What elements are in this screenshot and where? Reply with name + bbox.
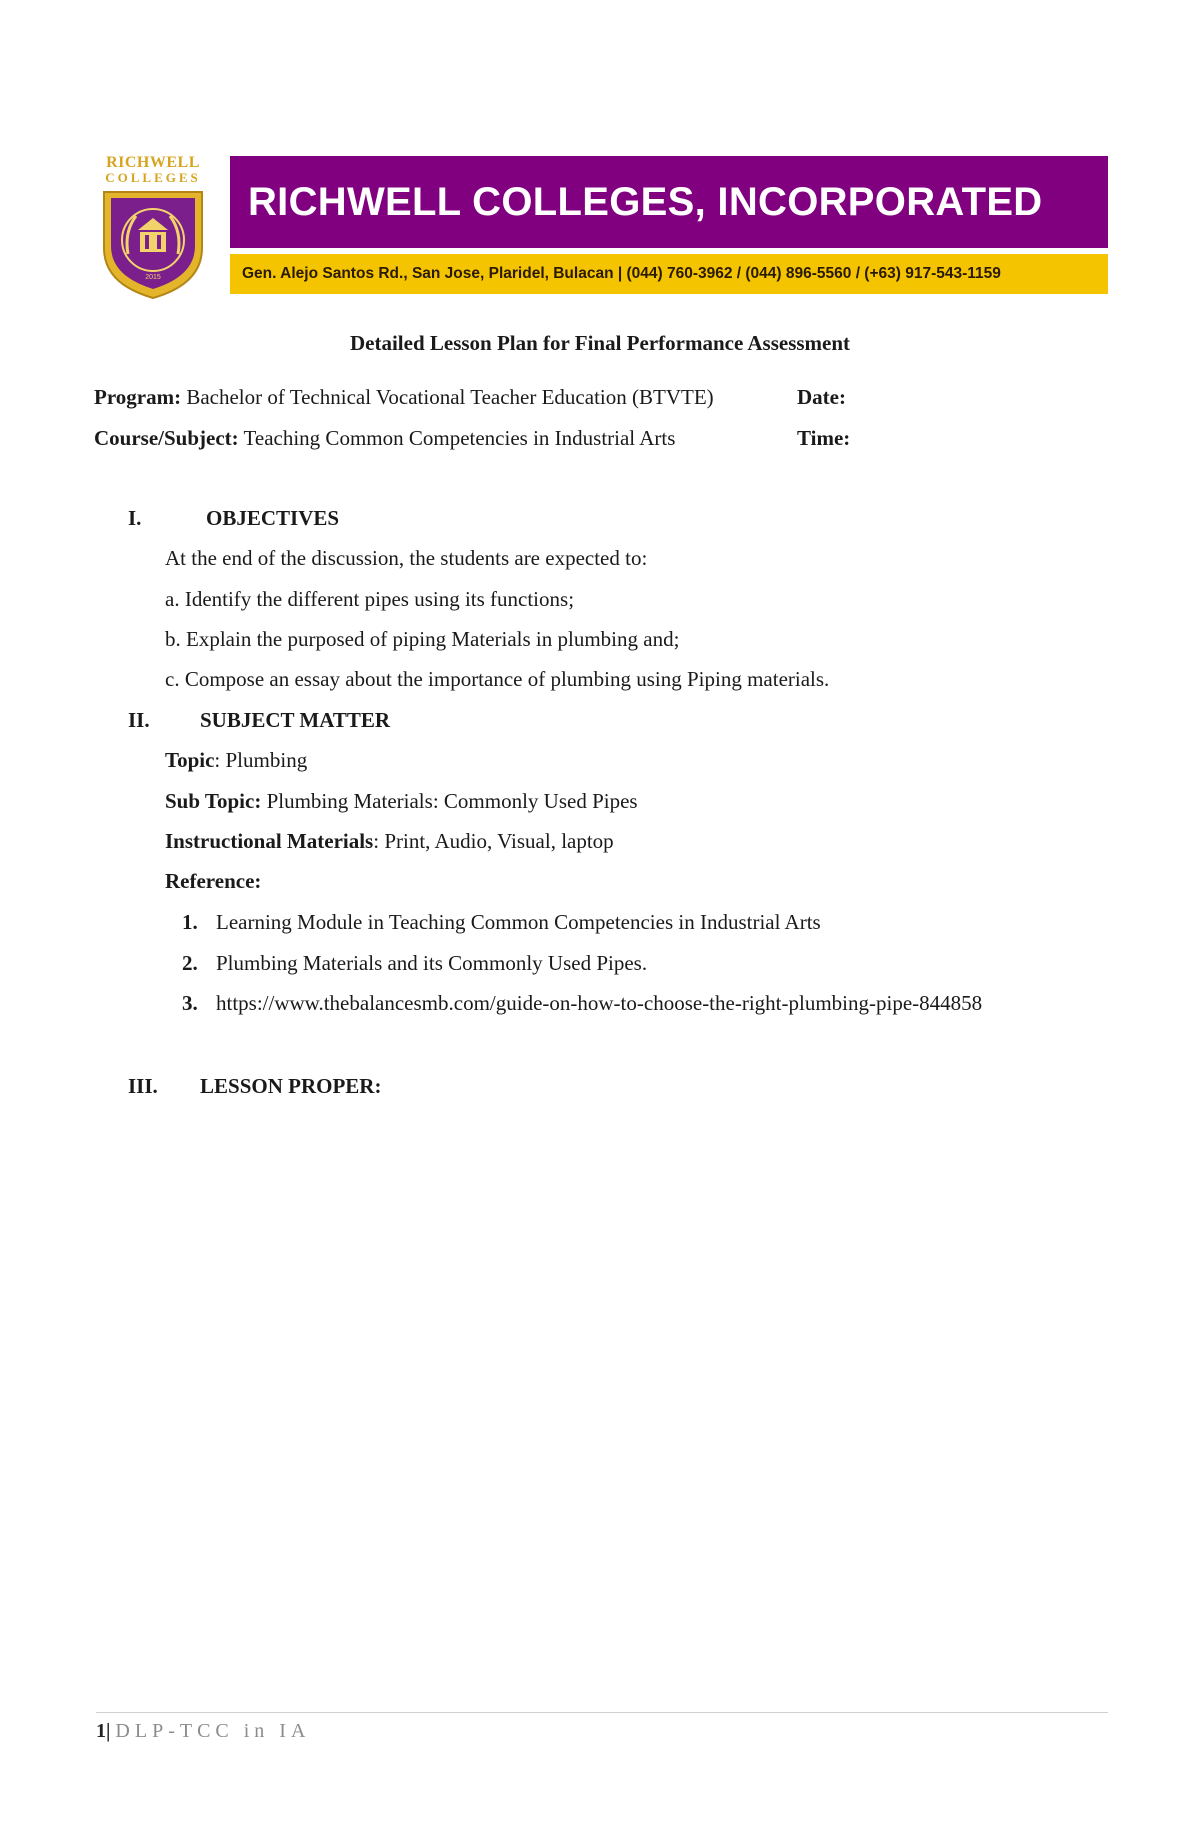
logo-text-line1: RICHWELL — [106, 154, 200, 171]
time-field — [797, 426, 850, 451]
footer-label: DLP-TCC in IA — [115, 1720, 311, 1742]
objectives-intro: At the end of the discussion, the students are expected to: — [165, 546, 648, 570]
page-footer — [96, 1720, 310, 1743]
objective-item: b. Explain the purposed of piping Materials in plumbing and; — [165, 627, 680, 651]
objectives-heading: OBJECTIVES — [206, 506, 340, 530]
objectives-number: I. — [128, 506, 142, 530]
reference-item: Learning Module in Teaching Common Competencies in Industrial Arts — [216, 910, 821, 934]
topic-label: Topic — [165, 748, 215, 772]
reference-url[interactable]: https://www.thebalancesmb.com/guide-on-how-to-choose-the-right-plumbing-pipe-844858 — [216, 991, 983, 1015]
footer-divider — [96, 1712, 1108, 1713]
materials-label: Instructional Materials — [165, 829, 374, 853]
banner-address: Gen. Alejo Santos Rd., San Jose, Plaridel, Bulacan | (044) 760-3962 / (044) 896-5560 / (+63) 917-543-1159 — [230, 254, 1108, 294]
date-label: Date: — [797, 385, 846, 409]
subtopic-label: Sub Topic: — [165, 789, 262, 813]
objective-item: a. Identify the different pipes using its functions; — [165, 587, 575, 611]
subject-matter-number: II. — [128, 708, 150, 732]
banner-title: RICHWELL COLLEGES, INCORPORATED — [230, 156, 1108, 248]
reference-label — [165, 869, 261, 894]
course-value: Teaching Common Competencies in Industrial Arts — [238, 426, 676, 450]
logo-year: 2015 — [145, 274, 161, 281]
time-label: Time: — [797, 426, 851, 450]
lesson-proper-heading: LESSON PROPER: — [200, 1074, 382, 1098]
course-label: Course/Subject: — [94, 426, 239, 450]
lesson-proper-number: III. — [128, 1074, 158, 1098]
objective-item: c. Compose an essay about the importance of plumbing using Piping materials. — [165, 667, 830, 691]
program-label: Program: — [94, 385, 182, 409]
reference-number: 2. — [182, 951, 198, 975]
logo-text-line2: COLLEGES — [105, 170, 201, 185]
college-logo — [96, 154, 210, 300]
subtopic-line — [165, 789, 638, 814]
reference-label-text: Reference: — [165, 869, 262, 893]
course-line — [94, 426, 675, 451]
subject-matter-heading: SUBJECT MATTER — [200, 708, 391, 732]
reference-item: Plumbing Materials and its Commonly Used Pipes. — [216, 951, 648, 975]
reference-number: 3. — [182, 991, 198, 1015]
program-value: Bachelor of Technical Vocational Teacher Education (BTVTE) — [181, 385, 714, 409]
shield-icon — [100, 188, 206, 300]
footer-separator: | — [106, 1720, 111, 1742]
subtopic-value: Plumbing Materials: Commonly Used Pipes — [261, 789, 638, 813]
date-field — [797, 385, 846, 410]
program-line — [94, 385, 714, 410]
page-number: 1 — [96, 1720, 106, 1742]
reference-number: 1. — [182, 910, 198, 934]
topic-line — [165, 748, 307, 773]
materials-line — [165, 829, 614, 854]
document-title: Detailed Lesson Plan for Final Performance Assessment — [349, 331, 851, 355]
materials-value: : Print, Audio, Visual, laptop — [373, 829, 614, 853]
topic-value: : Plumbing — [214, 748, 308, 772]
letterhead — [96, 150, 1108, 300]
